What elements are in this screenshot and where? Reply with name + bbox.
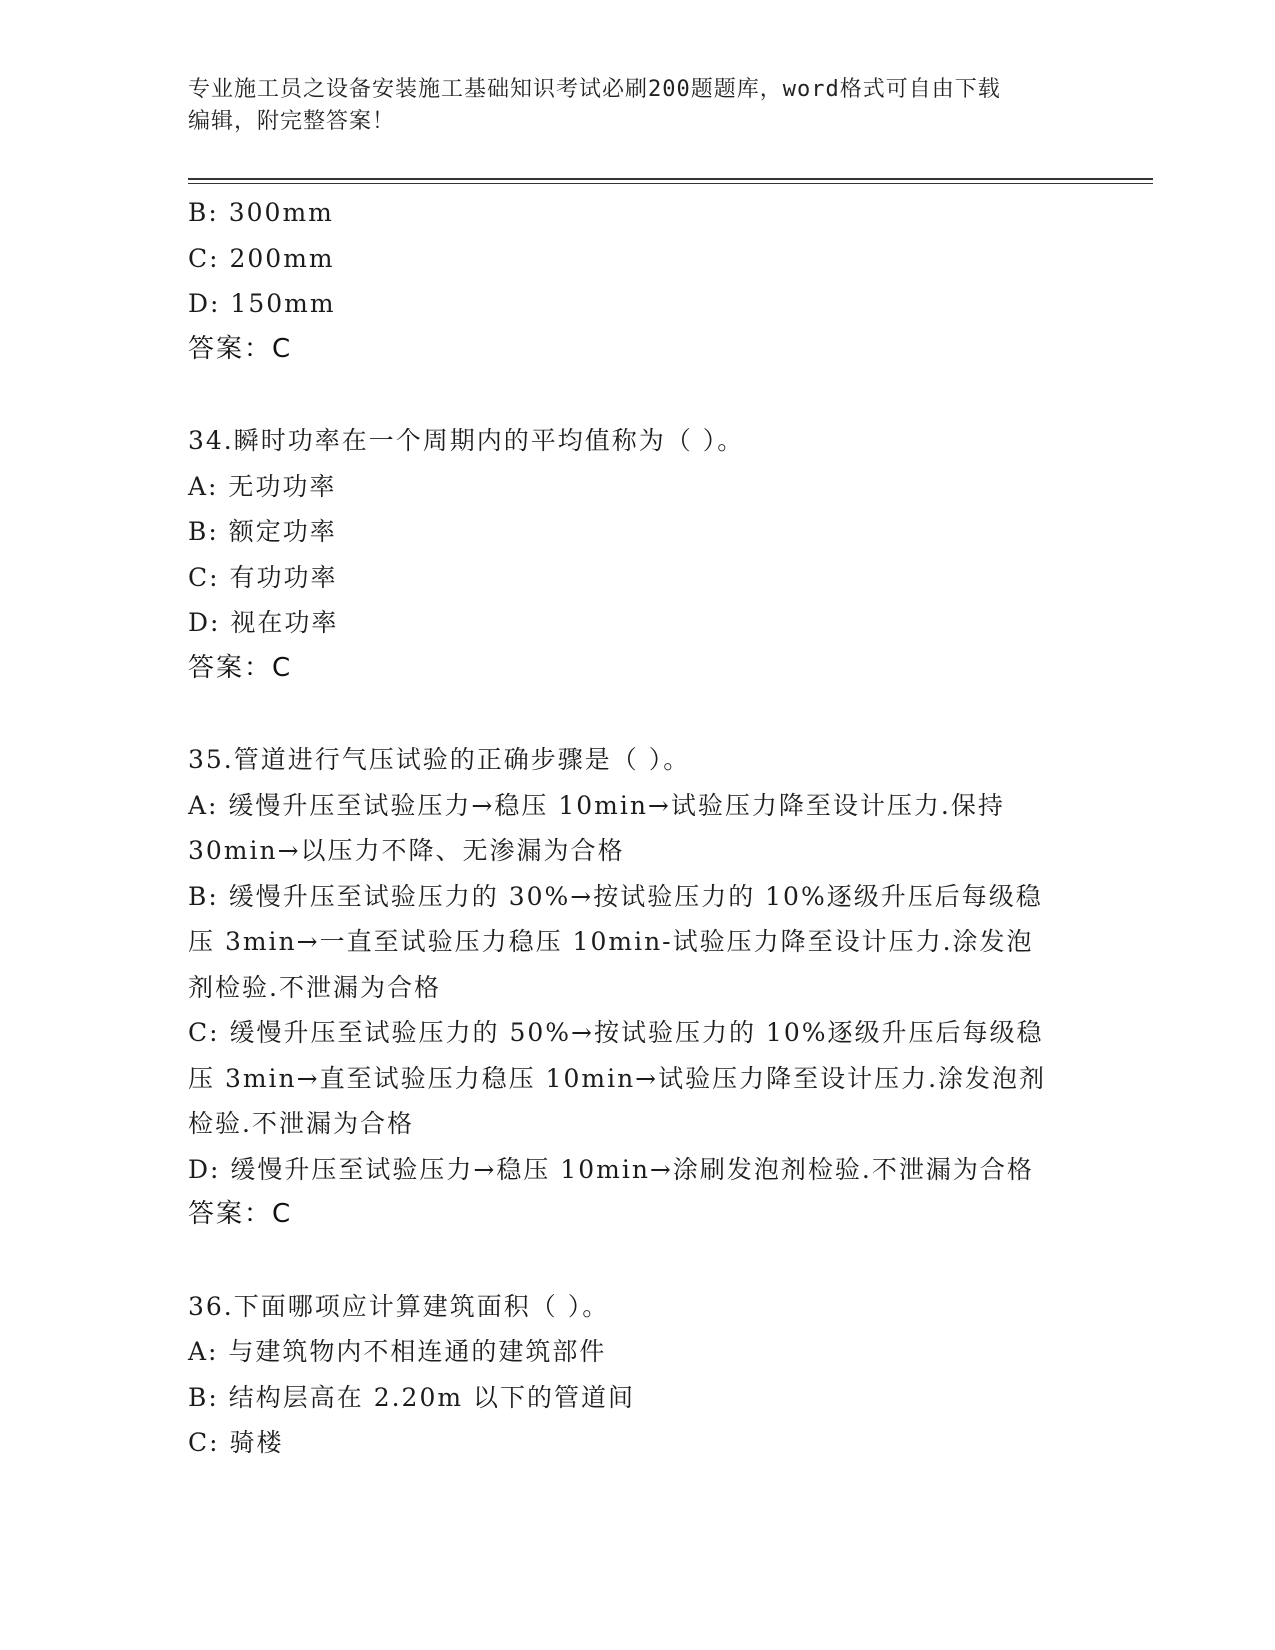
option-b: B: 额定功率 bbox=[188, 517, 337, 546]
question-text: 36.下面哪项应计算建筑面积（ ）。 bbox=[188, 1291, 610, 1321]
option-c: C: 200mm bbox=[188, 243, 335, 273]
header-divider-thick bbox=[188, 178, 1153, 180]
spacer bbox=[188, 691, 1088, 737]
option-b: B: 结构层高在 2.20m 以下的管道间 bbox=[188, 1382, 636, 1412]
question-text: 34.瞬时功率在一个周期内的平均值称为（ ）。 bbox=[188, 426, 745, 455]
question-36 bbox=[188, 1284, 1088, 1466]
option-b-line-3: 剂检验.不泄漏为合格 bbox=[188, 972, 441, 1002]
option-c: C: 有功功率 bbox=[188, 562, 338, 592]
option-c-line-1: C: 缓慢升压至试验压力的 50%→按试验压力的 10%逐级升压后每级稳 bbox=[188, 1018, 1044, 1047]
spacer bbox=[188, 1238, 1088, 1284]
header-title-line-1: 专业施工员之设备安装施工基础知识考试必刷200题题库，word格式可自由下载 bbox=[188, 77, 1001, 102]
option-a: A: 与建筑物内不相连通的建筑部件 bbox=[188, 1337, 607, 1366]
option-d: D: 视在功率 bbox=[188, 608, 339, 637]
option-b-line-1: B: 缓慢升压至试验压力的 30%→按试验压力的 10%逐级升压后每级稳 bbox=[188, 881, 1043, 911]
option-c: C: 骑楼 bbox=[188, 1428, 284, 1457]
question-35 bbox=[188, 737, 1088, 1238]
answer: 答案：C bbox=[188, 652, 293, 683]
option-a-line-2: 30min→以压力不降、无渗漏为合格 bbox=[188, 836, 625, 865]
answer: 答案：C bbox=[188, 1199, 293, 1229]
question-34 bbox=[188, 418, 1088, 691]
header-title-line-2: 编辑，附完整答案！ bbox=[188, 109, 396, 134]
option-c-line-2: 压 3min→直至试验压力稳压 10min→试验压力降至设计压力.涂发泡剂 bbox=[188, 1063, 1047, 1093]
question-33 bbox=[188, 190, 1088, 372]
document-header bbox=[188, 74, 1088, 138]
option-a-line-1: A: 缓慢升压至试验压力→稳压 10min→试验压力降至设计压力.保持 bbox=[188, 790, 1005, 820]
answer: 答案：C bbox=[188, 333, 293, 364]
option-a: A: 无功功率 bbox=[188, 471, 337, 501]
spacer bbox=[188, 372, 1088, 418]
option-b: B: 300mm bbox=[188, 198, 334, 227]
option-d: D: 缓慢升压至试验压力→稳压 10min→涂刷发泡剂检验.不泄漏为合格 bbox=[188, 1154, 1034, 1184]
question-text: 35.管道进行气压试验的正确步骤是（ ）。 bbox=[188, 745, 691, 774]
option-b-line-2: 压 3min→一直至试验压力稳压 10min-试验压力降至设计压力.涂发泡 bbox=[188, 927, 1034, 956]
header-divider-thin bbox=[188, 183, 1153, 184]
question-list bbox=[188, 190, 1088, 1466]
option-d: D: 150mm bbox=[188, 289, 336, 318]
option-c-line-3: 检验.不泄漏为合格 bbox=[188, 1109, 414, 1138]
